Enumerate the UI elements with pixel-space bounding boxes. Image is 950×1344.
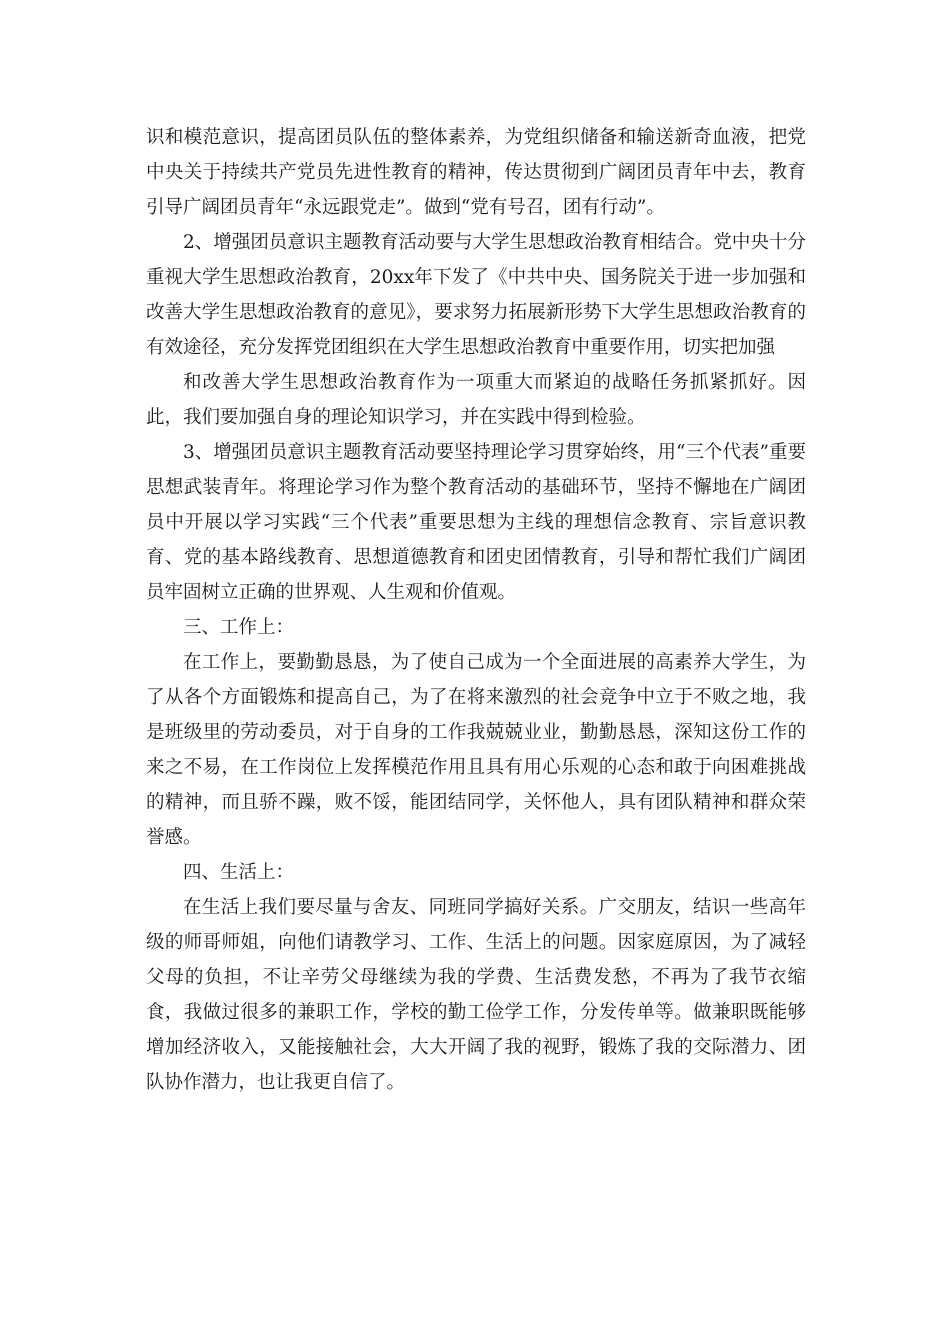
paragraph-item-2: 2、增强团员意识主题教育活动要与大学生思想政治教育相结合。党中央十分重视大学生思想政治教育，20xx年下发了《中共中央、国务院关于进一步加强和改善大学生思想政治教育的意见》，要求努力拓展新形势下大学生思想政治教育的有效途径，充分发挥党团组织在大学生思想政治教育中重要作用，切实把加强	[146, 232, 806, 358]
paragraph-life: 在生活上我们要尽量与舍友、同班同学搞好关系。广交朋友，结识一些高年级的师哥师姐，向他们请教学习、工作、生活上的问题。因家庭原因，为了减轻父母的负担，不让辛劳父母继续为我的学费、生活费发愁，不再为了我节衣缩食，我做过很多的兼职工作，学校的勤工俭学工作，分发传单等。做兼职既能够增加经济收入，又能接触社会，大大开阔了我的视野，锻炼了我的交际潜力、团队协作潜力，也让我更自信了。	[146, 897, 806, 1093]
paragraph-item-3: 3、增强团员意识主题教育活动要坚持理论学习贯穿始终，用“三个代表”重要思想武装青年。将理论学习作为整个教育活动的基础环节，坚持不懈地在广阔团员中开展以学习实践“三个代表”重要思想为主线的理想信念教育、宗旨意识教育、党的基本路线教育、思想道德教育和团史团情教育，引导和帮忙我们广阔团员牢固树立正确的世界观、人生观和价值观。	[146, 442, 806, 603]
section-heading-work: 三、工作上：	[183, 617, 295, 638]
section-heading-life: 四、生活上：	[183, 862, 295, 883]
paragraph-continuation: 和改善大学生思想政治教育作为一项重大而紧迫的战略任务抓紧抓好。因此，我们要加强自身的理论知识学习，并在实践中得到检验。	[146, 372, 806, 428]
paragraph-work: 在工作上，要勤勤恳恳，为了使自己成为一个全面进展的高素养大学生，为了从各个方面锻炼和提高自己，为了在将来激烈的社会竞争中立于不败之地，我是班级里的劳动委员，对于自身的工作我兢兢业业，勤勤恳恳，深知这份工作的来之不易，在工作岗位上发挥模范作用且具有用心乐观的心态和敢于向困难挑战的精神，而且骄不躁，败不馁，能团结同学，关怀他人，具有团队精神和群众荣誉感。	[146, 652, 806, 848]
document-body	[146, 120, 806, 1100]
paragraph-continued: 识和模范意识，提高团员队伍的整体素养，为党组织储备和输送新奇血液，把党中央关于持续共产党员先进性教育的精神，传达贯彻到广阔团员青年中去，教育引导广阔团员青年“永远跟党走”。做到“党有号召，团有行动”。	[146, 127, 806, 218]
